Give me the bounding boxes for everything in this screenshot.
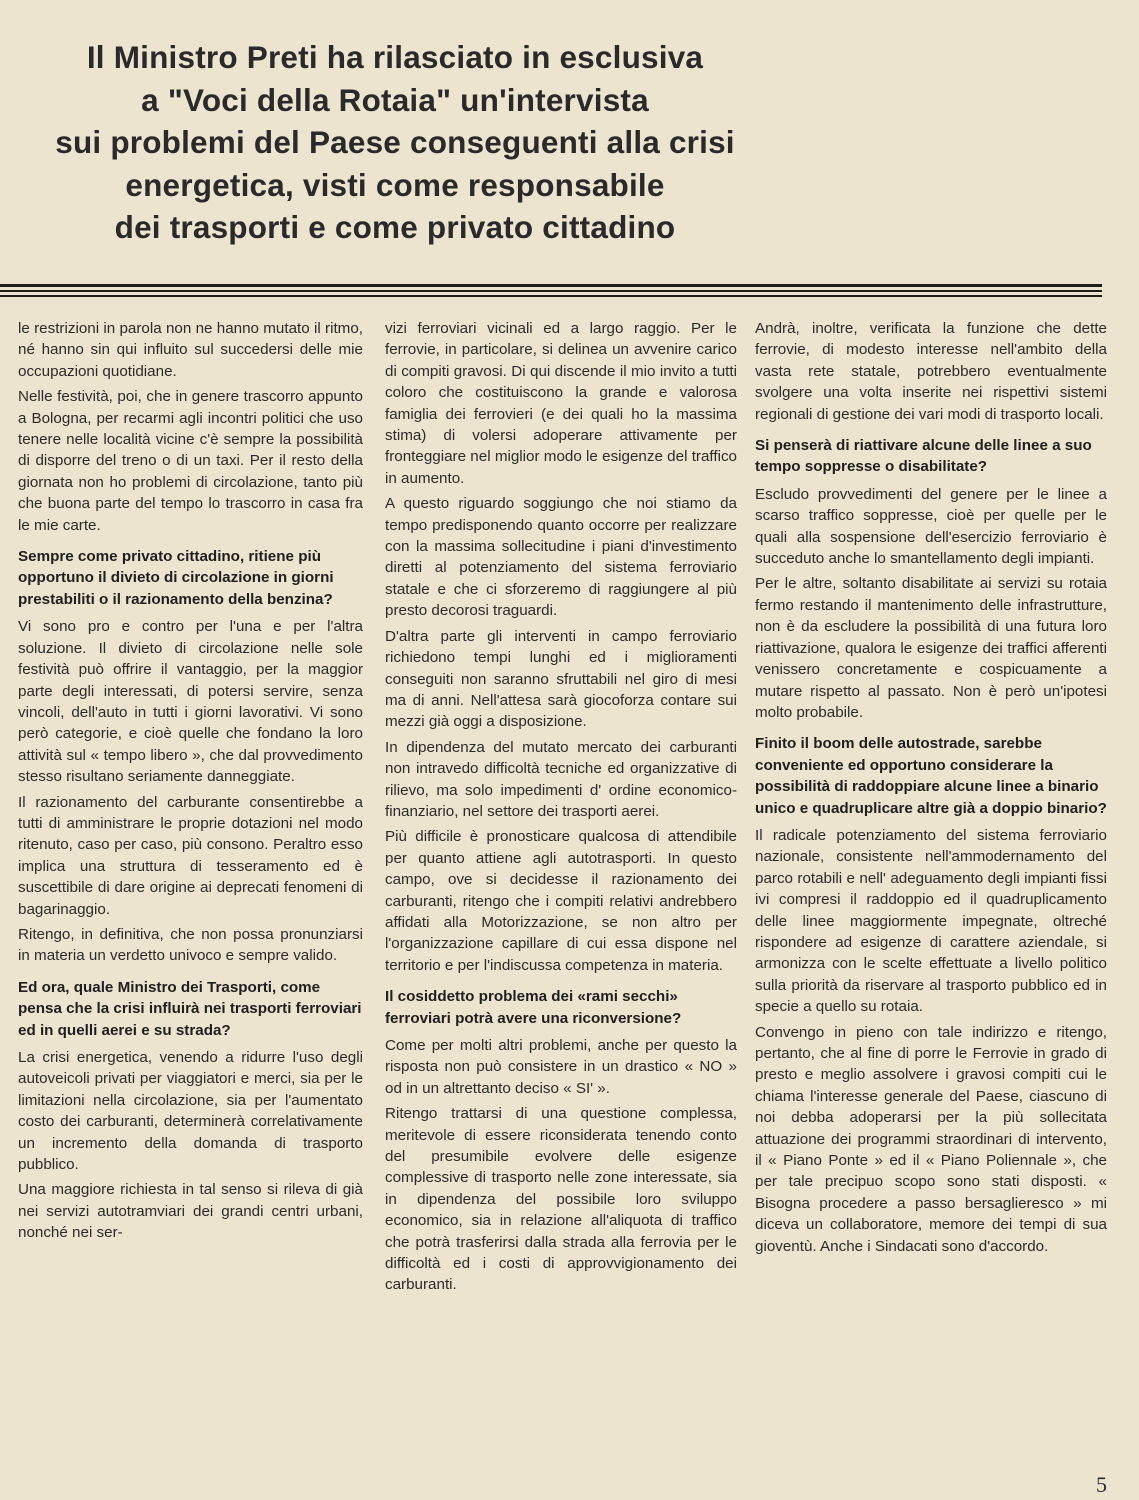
paragraph: Ritengo trattarsi di una questione complessa, meritevole di essere riconsiderata tenendo conto del presumibile evolvere delle esigenze complessive di trasporto nelle zone interessate, sia in dipendenza del possibile loro sviluppo economico, sia in relazione all'aliquota di traffico che potrà trasferirsi dalla strada alla ferrovia per le difficoltà ed i costi di approvvigionamento dei carburanti. [385,1105,737,1294]
text-column-3 [755,318,1107,1261]
paragraph: A questo riguardo soggiungo che noi stiamo da tempo predisponendo quanto occorre per realizzare con la massima sollecitudine i piani d'investimento diretti al potenziamento del sistema ferroviario statale e che ci sforzeremo di raggiungere al più presto decorosi traguardi. [385,495,737,620]
headline-line: sui problemi del Paese conseguenti alla crisi [55,124,735,160]
paragraph: Nelle festività, poi, che in genere trascorro appunto a Bologna, per recarmi agli incontri politici che uso tenere nelle località vicine c'è sempre la possibilità di disporre del treno o di un taxi. Per il resto della giornata non ho problemi di circolazione, tanto più che buona parte del tempo lo trascorro in casa fra le mie carte. [18,388,363,534]
interview-question: Sempre come privato cittadino, ritiene più opportuno il divieto di circolazione in giorni prestabiliti o il razionamento della benzina? [18,548,334,608]
divider-rule [0,284,1102,287]
article-headline [0,36,790,249]
headline-line: dei trasporti e come privato cittadino [114,209,676,245]
bleed-through-letters [1040,30,1139,240]
headline-line: energetica, visti come responsabile [125,166,665,203]
headline-line: Il Ministro Preti ha rilasciato in esclusiva [86,39,704,75]
divider-rule [0,295,1102,297]
paragraph: Come per molti altri problemi, anche per questo la risposta non può consistere in un drastico « NO » od in un altrettanto deciso « SI' ». [385,1037,737,1097]
paragraph: Una maggiore richiesta in tal senso si rileva di già nei servizi autotramviari dei grandi centri urbani, nonché nei ser- [18,1181,363,1242]
paragraph: Il radicale potenziamento del sistema ferroviario nazionale, consistente nell'ammodernamento del parco rotabili e nell' adeguamento degli impianti fissi ivi compresi il raddoppio ed il quadruplicamento delle linee maggiormente impegnate, oltreché rispondere ad esigenze di carattere aziendale, si armonizza con le scelte effettuate a livello politico sulla priorità da riservare al trasporto pubblico ed in specie a quello su rotaia. [755,826,1107,1016]
page-number: 5 [1096,1472,1107,1497]
interview-question: Il cosiddetto problema dei «rami secchi» ferroviari potrà avere una riconversione? [385,988,682,1027]
interview-question: Si penserà di riattivare alcune delle linee a suo tempo soppresse o disabilitate? [755,437,1092,476]
text-column-2 [385,318,737,1300]
paragraph: le restrizioni in parola non ne hanno mutato il ritmo, né hanno sin qui influito sul succedersi delle mie occupazioni quotidiane. [18,320,363,380]
paragraph: Escludo provvedimenti del genere per le linee a scarso traffico soppresse, cioè per quelle per le quali alla sospensione dell'esercizio ferroviario è succeduto anche lo smantellamento degli impianti. [755,485,1107,568]
headline-line: a "Voci della Rotaia" un'intervista [141,81,649,118]
paragraph: Vi sono pro e contro per l'una e per l'altra soluzione. Il divieto di circolazione nelle sole festività può offrire il vantaggio, per la maggior parte degli interessati, di potersi servire, senza vincoli, dell'auto in tutti i giorni lavorativi. Vi sono però categorie, e cioè quelle che fondano la loro attività sul « tempo libero », che dal provvedimento stesso risultano seriamente danneggiate. [18,618,363,786]
header-divider [0,284,1102,297]
text-column-1 [18,318,363,1248]
paragraph: Per le altre, soltanto disabilitate ai servizi su rotaia fermo restando il mantenimento delle infrastrutture, non è da escludere la possibilità di una futura loro riattivazione, qualora le esigenze dei traffici afferenti venissero concretamente e cospicuamente a mutare rispetto al passato. Non è però un'ipotesi molto probabile. [755,575,1107,721]
paragraph: In dipendenza del mutato mercato dei carburanti non intravedo difficoltà tecniche ed organizzative di rilievo, ma solo impedimenti d' ordine economico-finanziario, nel settore dei trasporti aerei. [385,738,737,820]
paragraph: Il razionamento del carburante consentirebbe a tutti di amministrare le proprie dotazioni nel modo ritenuto, caso per caso, più consono. Peraltro esso implica una struttura di tesseramento ed è suscettibile di dare origine ai deprecati fenomeni di bagarinaggio. [18,793,363,918]
paragraph: Convengo in pieno con tale indirizzo e ritengo, pertanto, che al fine di porre le Ferrovie in grado di presto e meglio assolvere i gravosi compiti cui le chiama l'interesse generale del Paese, ciascuno di noi debba adoperarsi per la più sollecitata attuazione dei programmi straordinari di intervento, il « Piano Ponte » ed il « Piano Poliennale », che per tale precipuo scopo sono stati disposti. « Bisogna procedere a passo bersaglieresco » mi diceva un collaboratore, memore dei tempi di sua gioventù. Anche i Sindacati sono d'accordo. [755,1023,1107,1255]
paragraph: Più difficile è pronosticare qualcosa di attendibile per quanto attiene agli autotrasporti. In questo campo, ove si decidesse il razionamento dei carburanti, ritengo che i compiti relativi andrebbero affidati alla Motorizzazione, se non altro per l'organizzazione capillare di cui essa dispone nel territorio e per l'indiscussa competenza in materia. [385,828,737,974]
paragraph: La crisi energetica, venendo a ridurre l'uso degli autoveicoli privati per viaggiatori e merci, sia per le limitazioni nella circolazione, sia per l'aumentato costo dei carburanti, determinerà correlativamente un incremento della domanda di trasporto pubblico. [18,1049,363,1174]
paragraph: D'altra parte gli interventi in campo ferroviario richiedono tempi lunghi ed i miglioramenti conseguiti non saranno sfruttabili nel giro di mesi ma di anni. Nell'attesa sarà giocoforza contare sui mezzi già oggi a disposizione. [385,627,737,731]
paragraph: Ritengo, in definitiva, che non possa pronunziarsi in materia un verdetto univoco e sempre valido. [18,925,363,965]
paragraph: vizi ferroviari vicinali ed a largo raggio. Per le ferrovie, in particolare, si delinea un avvenire carico di compiti gravosi. Di qui discende il mio invito a tutti coloro che costituiscono la grande e valorosa famiglia dei ferrovieri (e dei quali ho la massima stima) di volersi adoperare attivamente per fronteggiare nel miglior modo le esigenze del traffico in aumento. [385,320,737,487]
divider-rule [0,290,1102,292]
paragraph: Andrà, inoltre, verificata la funzione che dette ferrovie, di modesto interesse nell'ambito della vasta rete statale, potrebbero eventualmente svolgere una volta inserite nei rispettivi sistemi regionali di gestione dei vari modi di trasporto locali. [755,320,1107,423]
interview-question: Ed ora, quale Ministro dei Trasporti, come pensa che la crisi influirà nei trasporti ferroviari ed in quelli aerei e su strada? [18,978,362,1039]
interview-question: Finito il boom delle autostrade, sarebbe conveniente ed opportuno considerare la possibilità di raddoppiare alcune linee a binario unico e quadruplicare altre già a doppio binario? [755,735,1107,817]
